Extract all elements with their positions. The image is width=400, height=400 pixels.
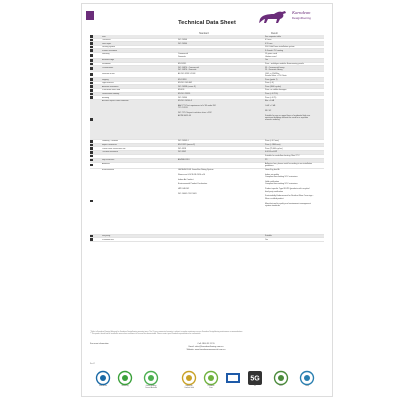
spec-table	[90, 35, 324, 242]
standard-value: ISO 24346	[178, 39, 188, 42]
property-icon	[90, 164, 93, 167]
standard-value: Commercial Domestic	[178, 53, 189, 58]
result-value: Yes	[265, 59, 269, 62]
result-value: Pass (≤ 0.25%)	[265, 93, 278, 96]
standard-value: EN 13893	[178, 78, 187, 81]
property-name: Bevelled edge	[102, 59, 114, 62]
property-name: Classification	[102, 66, 114, 69]
property-icon	[90, 82, 93, 85]
property-icon	[90, 59, 93, 62]
property-name: Surface treatment	[102, 49, 118, 52]
result-value: Pass (25,000 cycles)	[265, 147, 283, 150]
standard-value: ISO 10874 - Commercial ISO 10874 - Domestic	[178, 66, 199, 72]
result-value: Yes	[265, 238, 269, 241]
property-icon	[90, 78, 93, 81]
property-icon	[90, 118, 93, 121]
contact-website[interactable]: Website: www.karndeancommercial.com.au	[186, 348, 226, 351]
floorscore-logo	[92, 370, 114, 392]
result-value: Suitable for underfloor heating. Max 27°C	[265, 155, 300, 157]
property-name: Dimensional stability	[102, 93, 120, 96]
standard-value: AS4586:2013	[178, 159, 190, 161]
page-title: Technical Data Sheet	[178, 20, 236, 26]
iso-icon	[222, 370, 244, 386]
table-row	[90, 169, 324, 235]
property-icon	[90, 93, 93, 96]
column-header-standard: Standard	[199, 32, 209, 35]
property-name: Wear layer	[102, 42, 112, 45]
5g-icon	[244, 370, 266, 386]
property-icon	[90, 147, 93, 150]
data-sheet	[82, 4, 332, 396]
property-name: Adhesive	[102, 163, 110, 165]
property-name: Environmental	[102, 169, 115, 171]
property-name: Underlay - residual	[102, 140, 118, 143]
standard-value: ISO 24340	[178, 42, 188, 45]
result-value: GreenTag level A Indoor air quality Compliant low emitting VOC emissions Gold certification Compliant low emitting VOC emissions Product specific Type III EPD (products with recycled third party verification Sustainability Endorsement for Resilient Floor Coverings - Silver certified product Manufactured to quality and environment management system standards	[265, 169, 314, 208]
contact-lines	[170, 343, 242, 351]
contact-label: For more information	[90, 343, 109, 345]
result-value: Pass (4000 cycles)	[265, 85, 281, 88]
property-name: Punctiform static load	[102, 89, 121, 92]
epd-icon	[270, 370, 292, 386]
property-icon	[90, 238, 93, 241]
result-value: Pass: no visible damages	[265, 89, 287, 92]
table-row	[90, 238, 324, 242]
gold-logo	[178, 370, 200, 392]
property-name: Thermal resistance	[102, 151, 119, 154]
property-icon	[90, 46, 93, 49]
standard-value: EN 13329 (annex F)	[178, 144, 196, 147]
phthalate-icon	[200, 370, 222, 386]
loop-logo	[296, 370, 318, 392]
logo-caption: GreenTag	[121, 386, 129, 387]
result-value: P3	[265, 159, 268, 161]
certification-logos	[92, 370, 324, 394]
contact-email[interactable]: Email: sales@karndeanflooring.com.au	[188, 345, 224, 348]
footnotes: * Refer to Karndean Flooring Warranty for Karndean Designflooring warranty terms. The 15 year commercial warranty is subject to regular maintenance as per Karndean Designflooring maintenance recommendations. ** This product should not be installed in areas where resistance to fire must be demonstrated. Please contact your Karndean representative for confirmation.	[90, 332, 243, 336]
property-icon	[90, 49, 93, 52]
property-name: Slipping	[102, 78, 109, 81]
property-name: Bending	[102, 96, 109, 99]
iso-logo	[222, 370, 244, 392]
property-icon	[90, 89, 93, 92]
property-name: Reaction to fire	[102, 72, 115, 75]
property-icon	[90, 144, 93, 147]
result-value: Pass (grade 1)	[265, 78, 278, 81]
result-value: See separate table	[265, 35, 281, 38]
result-value: 5G® Fold Down installation system	[265, 46, 295, 49]
standard-value: ISO 24338 (annex F)	[178, 85, 196, 88]
result-value: Pass (≤ 0.2 mm)	[265, 140, 279, 143]
property-name: Warranty	[102, 53, 110, 56]
standard-value: ISO 8302	[178, 151, 186, 154]
result-value: CHF: ≥ 4.5kW/m² Smoke Value: <750 %min	[265, 72, 287, 78]
standard-value: ISO 24343-1	[178, 140, 189, 143]
5g-logo	[244, 370, 266, 392]
property-icon	[90, 96, 93, 99]
property-name: Slip resistance	[102, 159, 115, 161]
logo-caption: FloorScore	[99, 386, 107, 387]
standard-value: EN 424	[178, 89, 185, 92]
property-icon	[90, 73, 93, 76]
floorscore-icon	[92, 370, 114, 386]
phthalate-logo	[200, 370, 222, 392]
property-name: Abrasion resistance	[102, 85, 119, 88]
loop-icon	[296, 370, 318, 386]
result-value: 4.5 mm	[265, 39, 272, 42]
brand-name: Karndean	[292, 10, 311, 15]
standard-value: EN 16511	[178, 63, 187, 66]
result-value: Δlw = 4 dB CnW = 2 dB FIIC 42 Suitable for use on upper floors of residential high rise apartment buildings without the need for a separate acoustic underlay	[265, 100, 311, 122]
property-icon	[90, 151, 93, 154]
property-icon	[90, 39, 93, 42]
logo-caption: Green Building Council Australia	[145, 386, 157, 389]
greentag-icon	[114, 370, 136, 386]
property-name: Acoustic impact noise reduction	[102, 100, 129, 103]
logo-caption: Indoor Air Comfort Gold	[184, 386, 194, 389]
standard-value: EN ISO 10140-3 AAC PTL Test requirement of ≥ 5B under ISO 717-2:2013 ISO 717-2 Impact insulation class ≥ FIIC ASTM E492-09	[178, 100, 217, 117]
property-icon	[90, 200, 93, 203]
property-name: Castor chair continuous use	[102, 147, 126, 150]
result-value: Pass - multilayer modular floorcovering panels	[265, 63, 304, 66]
property-icon	[90, 67, 93, 70]
result-value: Pass (≥ 1800 mm)	[265, 144, 281, 147]
standard-value: EN ISO 23999	[178, 93, 191, 96]
column-header-result: Result	[271, 32, 278, 35]
svg-text:5G: 5G	[250, 375, 260, 383]
greenbuilding-logo	[140, 370, 162, 392]
property-name: Standards	[102, 63, 111, 66]
property-icon	[90, 42, 93, 45]
result-value: Suitable	[265, 235, 272, 237]
property-name: Size	[102, 35, 106, 38]
property-icon	[90, 63, 93, 66]
result-value: Pass (≥ 6)	[265, 82, 274, 85]
property-icon	[90, 235, 93, 238]
property-name: Thickness	[102, 39, 111, 42]
contact-phone: Call: 1800 33 11 55	[197, 343, 215, 345]
epd-logo	[270, 370, 292, 392]
standard-value: GBCA/ISO9001 GreenStar Rating System Floorscore & SCS-FS-2014 v4.0 Indoor Air Comfort Environmental Product Declaration HPF 048:102 ISO 14001 / ISO 9001	[178, 169, 214, 196]
result-value: Adhesive free, please install according to our installation guidelines	[265, 163, 313, 168]
property-icon	[90, 140, 93, 143]
brand-subtitle: DesignFlooring	[292, 16, 311, 20]
property-name: Recycling	[102, 235, 111, 237]
greentag-logo	[114, 370, 136, 392]
property-name: Locking system	[102, 46, 116, 49]
result-value: 0.55 mm	[265, 42, 273, 45]
revision-label: Rev 07	[90, 364, 96, 365]
property-icon	[90, 155, 93, 158]
greenbuilding-icon	[140, 370, 162, 386]
logo-caption: 5G	[253, 386, 257, 387]
standard-value: ISO 24344	[178, 96, 188, 99]
result-value: 15 years used Lifetime used	[265, 53, 277, 58]
property-icon	[90, 35, 93, 38]
logo-caption: EPD	[279, 386, 283, 387]
gold-icon	[178, 370, 200, 386]
brand-tab	[86, 11, 94, 20]
property-icon	[90, 54, 93, 57]
standard-value: AS ISO 9239.1:2003	[178, 72, 196, 75]
result-value: K-Guard+ PU coating	[265, 49, 284, 52]
property-icon	[90, 159, 93, 162]
logo-caption: Loop	[305, 386, 309, 387]
result-value: 33 - Commercial heavy 23 - Domestic Heavy	[265, 66, 285, 72]
property-name: Impact resistance	[102, 144, 117, 147]
result-value: Pass (≤ 0.25)	[265, 96, 277, 99]
property-name: Phthalate free	[102, 238, 114, 241]
property-name: Light fastness	[102, 82, 114, 85]
property-icon	[90, 85, 93, 88]
standard-value: EN ISO 105-B02	[178, 82, 193, 85]
logo-caption: Phthalate Free	[207, 386, 215, 389]
standard-value: ISO 4918	[178, 147, 186, 150]
result-value: 0.0014 m²K/W	[265, 151, 278, 154]
